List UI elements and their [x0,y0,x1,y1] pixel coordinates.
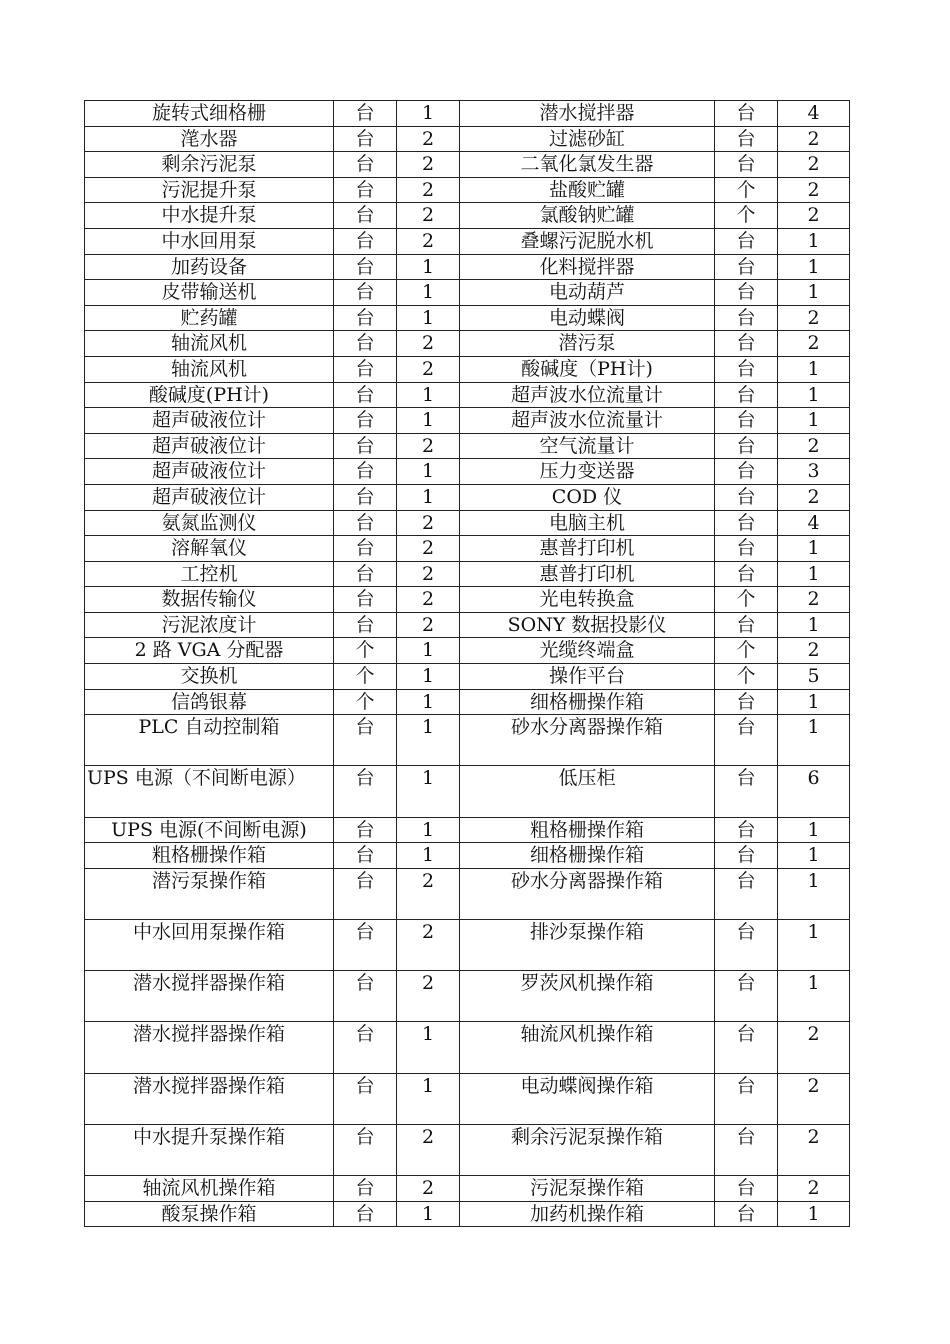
table-row [85,126,850,152]
quantity-cell: 1 [778,254,850,280]
table-row [85,152,850,178]
table-row [85,484,850,510]
equipment-name-cell: 轴流风机 [85,331,334,357]
equipment-name-cell: 中水提升泵操作箱 [85,1124,334,1175]
quantity-cell: 1 [778,408,850,434]
quantity-cell: 2 [397,868,460,919]
unit-cell: 台 [334,1175,397,1201]
quantity-cell: 1 [778,382,850,408]
equipment-name-cell: 叠螺污泥脱水机 [460,228,715,254]
quantity-cell: 1 [397,1073,460,1124]
equipment-name-cell: 潜水搅拌器 [460,101,715,127]
equipment-name-cell: 罗茨风机操作箱 [460,971,715,1022]
quantity-cell: 3 [778,459,850,485]
equipment-name-cell: 潜污泵操作箱 [85,868,334,919]
equipment-name-cell: 惠普打印机 [460,536,715,562]
unit-cell: 台 [715,408,778,434]
unit-cell: 台 [334,459,397,485]
quantity-cell: 2 [397,971,460,1022]
quantity-cell: 2 [397,433,460,459]
equipment-name-cell: 旋转式细格栅 [85,101,334,127]
table-row [85,228,850,254]
table-row [85,101,850,127]
quantity-cell: 2 [778,1124,850,1175]
equipment-name-cell: 电脑主机 [460,510,715,536]
unit-cell: 台 [715,459,778,485]
equipment-name-cell: 粗格栅操作箱 [460,817,715,843]
table-row [85,203,850,229]
quantity-cell: 2 [397,612,460,638]
equipment-name-cell: SONY 数据投影仪 [460,612,715,638]
equipment-name-cell: UPS 电源(不间断电源) [85,817,334,843]
unit-cell: 台 [715,1022,778,1073]
equipment-name-cell: 轴流风机操作箱 [85,1175,334,1201]
unit-cell: 台 [334,254,397,280]
unit-cell: 台 [715,715,778,766]
unit-cell: 台 [334,715,397,766]
quantity-cell: 2 [397,177,460,203]
equipment-name-cell: 盐酸贮罐 [460,177,715,203]
equipment-table [84,100,850,1227]
equipment-name-cell: 信鸽银幕 [85,689,334,715]
quantity-cell: 1 [778,843,850,869]
equipment-name-cell: 光电转换盒 [460,587,715,613]
quantity-cell: 1 [397,664,460,690]
quantity-cell: 1 [778,612,850,638]
quantity-cell: 2 [397,510,460,536]
unit-cell: 台 [334,356,397,382]
equipment-name-cell: 低压柜 [460,766,715,817]
unit-cell: 个 [334,664,397,690]
table-row [85,536,850,562]
table-row [85,356,850,382]
quantity-cell: 1 [778,561,850,587]
table-row [85,715,850,766]
unit-cell: 台 [334,766,397,817]
table-row [85,1073,850,1124]
unit-cell: 台 [715,920,778,971]
equipment-name-cell: 酸碱度(PH计) [85,382,334,408]
quantity-cell: 1 [778,1201,850,1227]
unit-cell: 台 [334,177,397,203]
equipment-name-cell: 污泥浓度计 [85,612,334,638]
quantity-cell: 2 [778,126,850,152]
unit-cell: 台 [334,331,397,357]
table-row [85,305,850,331]
quantity-cell: 2 [397,561,460,587]
quantity-cell: 2 [778,203,850,229]
unit-cell: 台 [334,408,397,434]
unit-cell: 台 [334,561,397,587]
quantity-cell: 2 [397,203,460,229]
quantity-cell: 1 [397,459,460,485]
equipment-name-cell: 砂水分离器操作箱 [460,715,715,766]
quantity-cell: 1 [397,382,460,408]
table-row [85,638,850,664]
equipment-name-cell: 电动蝶阀 [460,305,715,331]
quantity-cell: 1 [397,408,460,434]
quantity-cell: 1 [778,920,850,971]
unit-cell: 台 [334,433,397,459]
unit-cell: 台 [334,305,397,331]
equipment-name-cell: 超声破液位计 [85,408,334,434]
unit-cell: 台 [715,228,778,254]
quantity-cell: 1 [397,689,460,715]
equipment-name-cell: 光缆终端盒 [460,638,715,664]
quantity-cell: 1 [397,101,460,127]
quantity-cell: 2 [778,484,850,510]
equipment-name-cell: PLC 自动控制箱 [85,715,334,766]
unit-cell: 台 [715,152,778,178]
table-row [85,331,850,357]
unit-cell: 台 [715,356,778,382]
equipment-name-cell: 加药机操作箱 [460,1201,715,1227]
quantity-cell: 2 [397,152,460,178]
equipment-name-cell: 二氧化氯发生器 [460,152,715,178]
unit-cell: 台 [715,510,778,536]
table-row [85,920,850,971]
equipment-name-cell: 加药设备 [85,254,334,280]
equipment-name-cell: 潜水搅拌器操作箱 [85,971,334,1022]
quantity-cell: 2 [397,126,460,152]
quantity-cell: 4 [778,510,850,536]
unit-cell: 台 [334,868,397,919]
quantity-cell: 1 [778,280,850,306]
quantity-cell: 2 [778,433,850,459]
table-row [85,382,850,408]
equipment-name-cell: 排沙泵操作箱 [460,920,715,971]
unit-cell: 台 [715,689,778,715]
equipment-name-cell: 氯酸钠贮罐 [460,203,715,229]
quantity-cell: 1 [397,305,460,331]
equipment-name-cell: 轴流风机操作箱 [460,1022,715,1073]
table-row [85,766,850,817]
table-row [85,433,850,459]
unit-cell: 台 [715,126,778,152]
unit-cell: 台 [715,280,778,306]
table-row [85,177,850,203]
unit-cell: 台 [334,203,397,229]
unit-cell: 台 [334,536,397,562]
unit-cell: 台 [715,1073,778,1124]
unit-cell: 个 [715,203,778,229]
table-row [85,612,850,638]
quantity-cell: 2 [778,152,850,178]
quantity-cell: 1 [397,817,460,843]
unit-cell: 台 [715,305,778,331]
unit-cell: 台 [334,1124,397,1175]
unit-cell: 台 [334,817,397,843]
equipment-name-cell: 超声破液位计 [85,484,334,510]
quantity-cell: 1 [397,254,460,280]
unit-cell: 台 [334,1073,397,1124]
quantity-cell: 2 [778,1073,850,1124]
equipment-name-cell: 污泥泵操作箱 [460,1175,715,1201]
unit-cell: 个 [715,638,778,664]
quantity-cell: 2 [778,305,850,331]
table-row [85,459,850,485]
equipment-name-cell: 滗水器 [85,126,334,152]
unit-cell: 台 [715,1124,778,1175]
table-row [85,843,850,869]
quantity-cell: 2 [397,331,460,357]
quantity-cell: 2 [397,228,460,254]
quantity-cell: 2 [397,587,460,613]
unit-cell: 台 [334,587,397,613]
equipment-name-cell: 电动葫芦 [460,280,715,306]
equipment-name-cell: 超声破液位计 [85,433,334,459]
unit-cell: 台 [334,920,397,971]
quantity-cell: 1 [778,356,850,382]
unit-cell: 个 [715,664,778,690]
table-row [85,408,850,434]
unit-cell: 台 [334,1201,397,1227]
unit-cell: 台 [715,843,778,869]
unit-cell: 个 [334,689,397,715]
unit-cell: 台 [334,612,397,638]
equipment-name-cell: 粗格栅操作箱 [85,843,334,869]
equipment-name-cell: 污泥提升泵 [85,177,334,203]
quantity-cell: 1 [397,843,460,869]
equipment-name-cell: 空气流量计 [460,433,715,459]
quantity-cell: 1 [778,971,850,1022]
equipment-name-cell: 酸泵操作箱 [85,1201,334,1227]
unit-cell: 台 [334,843,397,869]
table-row [85,1022,850,1073]
equipment-name-cell: 中水回用泵操作箱 [85,920,334,971]
quantity-cell: 2 [397,920,460,971]
quantity-cell: 2 [778,1175,850,1201]
equipment-name-cell: 溶解氧仪 [85,536,334,562]
unit-cell: 台 [715,254,778,280]
unit-cell: 台 [715,1201,778,1227]
table-row [85,280,850,306]
equipment-name-cell: 数据传输仪 [85,587,334,613]
quantity-cell: 1 [778,715,850,766]
equipment-name-cell: 过滤砂缸 [460,126,715,152]
equipment-name-cell: 潜水搅拌器操作箱 [85,1022,334,1073]
equipment-name-cell: 超声破液位计 [85,459,334,485]
equipment-name-cell: 细格栅操作箱 [460,689,715,715]
unit-cell: 个 [715,177,778,203]
equipment-name-cell: 工控机 [85,561,334,587]
unit-cell: 台 [715,101,778,127]
quantity-cell: 2 [397,536,460,562]
unit-cell: 台 [334,126,397,152]
unit-cell: 台 [715,817,778,843]
unit-cell: 台 [715,868,778,919]
quantity-cell: 1 [778,536,850,562]
quantity-cell: 5 [778,664,850,690]
quantity-cell: 2 [778,331,850,357]
equipment-name-cell: 轴流风机 [85,356,334,382]
equipment-name-cell: 细格栅操作箱 [460,843,715,869]
equipment-name-cell: 超声波水位流量计 [460,382,715,408]
equipment-name-cell: 皮带输送机 [85,280,334,306]
equipment-name-cell: 氨氮监测仪 [85,510,334,536]
quantity-cell: 2 [778,1022,850,1073]
quantity-cell: 2 [778,177,850,203]
unit-cell: 台 [334,1022,397,1073]
equipment-name-cell: 中水回用泵 [85,228,334,254]
equipment-name-cell: 砂水分离器操作箱 [460,868,715,919]
unit-cell: 台 [715,331,778,357]
unit-cell: 台 [715,484,778,510]
unit-cell: 台 [334,152,397,178]
unit-cell: 台 [334,228,397,254]
equipment-name-cell: 潜水搅拌器操作箱 [85,1073,334,1124]
quantity-cell: 1 [778,868,850,919]
quantity-cell: 1 [397,766,460,817]
unit-cell: 台 [334,280,397,306]
quantity-cell: 1 [778,228,850,254]
equipment-name-cell: 交换机 [85,664,334,690]
table-row [85,689,850,715]
equipment-table-body [85,101,850,1227]
quantity-cell: 2 [397,1175,460,1201]
quantity-cell: 6 [778,766,850,817]
unit-cell: 台 [715,561,778,587]
unit-cell: 台 [715,612,778,638]
table-row [85,1201,850,1227]
table-row [85,1124,850,1175]
quantity-cell: 1 [778,817,850,843]
table-row [85,561,850,587]
unit-cell: 台 [334,510,397,536]
equipment-name-cell: UPS 电源（不间断电源） [85,766,334,817]
quantity-cell: 1 [397,484,460,510]
unit-cell: 个 [715,587,778,613]
quantity-cell: 2 [778,587,850,613]
unit-cell: 台 [715,382,778,408]
quantity-cell: 2 [397,356,460,382]
unit-cell: 台 [334,971,397,1022]
quantity-cell: 1 [397,638,460,664]
quantity-cell: 1 [397,1022,460,1073]
unit-cell: 台 [715,536,778,562]
quantity-cell: 1 [778,689,850,715]
equipment-name-cell: 压力变送器 [460,459,715,485]
table-row [85,868,850,919]
unit-cell: 台 [715,433,778,459]
table-row [85,254,850,280]
table-row [85,587,850,613]
table-row [85,510,850,536]
unit-cell: 个 [334,638,397,664]
equipment-name-cell: 化料搅拌器 [460,254,715,280]
quantity-cell: 1 [397,280,460,306]
table-row [85,664,850,690]
equipment-name-cell: 贮药罐 [85,305,334,331]
unit-cell: 台 [715,766,778,817]
equipment-name-cell: 剩余污泥泵 [85,152,334,178]
equipment-name-cell: COD 仪 [460,484,715,510]
quantity-cell: 2 [778,638,850,664]
unit-cell: 台 [334,382,397,408]
table-row [85,817,850,843]
equipment-name-cell: 惠普打印机 [460,561,715,587]
unit-cell: 台 [715,1175,778,1201]
quantity-cell: 1 [397,715,460,766]
equipment-name-cell: 2 路 VGA 分配器 [85,638,334,664]
equipment-name-cell: 电动蝶阀操作箱 [460,1073,715,1124]
quantity-cell: 1 [397,1201,460,1227]
equipment-name-cell: 超声波水位流量计 [460,408,715,434]
quantity-cell: 2 [397,1124,460,1175]
equipment-name-cell: 操作平台 [460,664,715,690]
equipment-name-cell: 中水提升泵 [85,203,334,229]
unit-cell: 台 [334,484,397,510]
equipment-name-cell: 潜污泵 [460,331,715,357]
equipment-name-cell: 剩余污泥泵操作箱 [460,1124,715,1175]
unit-cell: 台 [715,971,778,1022]
unit-cell: 台 [334,101,397,127]
table-row [85,1175,850,1201]
table-row [85,971,850,1022]
quantity-cell: 4 [778,101,850,127]
equipment-name-cell: 酸碱度（PH计) [460,356,715,382]
